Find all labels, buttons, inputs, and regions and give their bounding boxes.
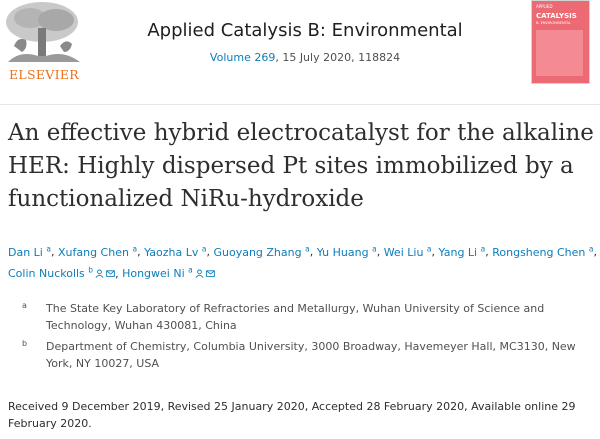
affiliation-marker[interactable]: b: [88, 265, 94, 275]
person-icon[interactable]: [195, 269, 204, 278]
author-name-link[interactable]: Rongsheng Chen: [492, 245, 586, 259]
person-icon[interactable]: [95, 269, 104, 278]
cover-title-text: CATALYSIS: [536, 12, 577, 20]
author-name-link[interactable]: Wei Liu: [383, 245, 424, 259]
journal-cover-thumbnail[interactable]: [531, 0, 590, 84]
affiliation-text: Department of Chemistry, Columbia University, 3000 Broadway, Havemeyer Hall, MC3130, New York, NY 10027, USA: [46, 340, 576, 370]
affiliation-marker[interactable]: a: [305, 244, 310, 253]
affiliation-item: [22, 338, 582, 372]
author-name-link[interactable]: Xufang Chen: [57, 245, 129, 259]
author-item: [58, 246, 137, 259]
affiliation-marker[interactable]: a: [588, 244, 594, 253]
author-item: [492, 246, 593, 259]
cover-art: [536, 30, 583, 76]
author-item: [8, 246, 51, 259]
affiliation-marker[interactable]: a: [480, 244, 486, 253]
affiliation-marker[interactable]: a: [201, 244, 207, 253]
cover-subtitle-text: B: ENVIRONMENTAL: [536, 21, 571, 25]
affiliation-marker[interactable]: a: [132, 244, 138, 253]
mail-icon[interactable]: [106, 269, 115, 278]
author-item: [213, 246, 309, 259]
author-item: [122, 267, 215, 280]
cover-top-text: APPLIED: [536, 4, 553, 9]
volume-link[interactable]: Volume 269: [209, 51, 276, 64]
affiliation-list: [22, 300, 582, 376]
author-name-link[interactable]: Yu Huang: [316, 245, 369, 259]
article-history-dates: Received 9 December 2019, Revised 25 January 2020, Accepted 28 February 2020, Available online 29 February 2020.: [8, 400, 576, 430]
header-divider: [0, 104, 600, 105]
author-item: [144, 246, 206, 259]
article-title: An effective hybrid electrocatalyst for the alkaline HER: Highly dispersed Pt sites immobilized by a functionalized NiRu-hydroxide: [8, 120, 594, 212]
author-list: Dan Li $^a$, Xufang Chen $^a$, Yaozha Lv $^a$, Guoyang Zhang $^a$, Yu Huang $^a$, Wei Liu $^a$, Yang Li $^a$, Rongsheng Chen $^a$, Colin Nuckolls $^b$ , Hongwei Ni $^a$: [8, 244, 597, 281]
affiliation-marker[interactable]: a: [188, 265, 193, 275]
affiliation-text: The State Key Laboratory of Refractories and Metallurgy, Wuhan University of Science and Technology, Wuhan 430081, China: [46, 302, 545, 332]
author-item: [384, 246, 432, 259]
affiliation-marker[interactable]: a: [372, 244, 377, 253]
journal-header: [0, 0, 600, 100]
author-item: [439, 246, 486, 259]
issue-details: , 15 July 2020, 118824: [275, 51, 401, 64]
affiliation-marker[interactable]: a: [46, 244, 51, 253]
mail-icon[interactable]: [206, 269, 215, 278]
author-item: [8, 267, 115, 280]
author-name-link[interactable]: Guoyang Zhang: [213, 245, 302, 259]
affiliation-label: b: [22, 339, 28, 348]
affiliation-item: [22, 300, 582, 334]
author-name-link[interactable]: Dan Li: [8, 245, 43, 259]
author-item: [317, 246, 377, 259]
author-name-link[interactable]: Yang Li: [438, 245, 478, 259]
publisher-name: ELSEVIER: [8, 67, 79, 82]
author-name-link[interactable]: Hongwei Ni: [122, 267, 185, 281]
affiliation-label: a: [22, 301, 27, 310]
journal-issue-info: [125, 51, 485, 64]
journal-title[interactable]: Applied Catalysis B: Environmental: [147, 20, 463, 41]
author-name-link[interactable]: Colin Nuckolls: [8, 267, 85, 281]
author-name-link[interactable]: Yaozha Lv: [144, 245, 199, 259]
affiliation-marker[interactable]: a: [426, 244, 432, 253]
